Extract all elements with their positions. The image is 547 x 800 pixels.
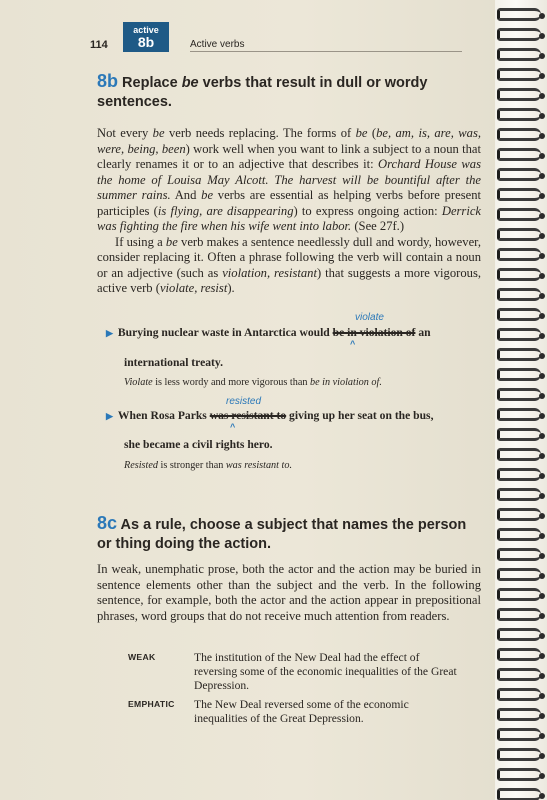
- insert-caret-icon: ^: [230, 422, 236, 432]
- text-run: If using a: [115, 234, 166, 249]
- running-header: [90, 22, 460, 52]
- example-2-struck: was resistant to: [209, 409, 287, 422]
- paragraph-2: [97, 235, 481, 297]
- spiral-coil: [497, 248, 541, 261]
- spiral-coil: [497, 668, 541, 681]
- italic-run: Derrick was fighting the fire when his wife went into labor.: [97, 203, 482, 233]
- text-run: ) that suggests a more vigorous, active verb (: [97, 265, 481, 295]
- text-run: Not every: [97, 126, 153, 140]
- spiral-coil: [497, 48, 541, 61]
- spiral-coil: [497, 588, 541, 601]
- spiral-coil: [497, 88, 541, 101]
- italic-run: Resisted: [124, 460, 158, 471]
- example-2-after: giving up her seat on the bus,: [286, 409, 434, 422]
- insert-caret-icon: ^: [350, 339, 356, 349]
- spiral-coil: [497, 508, 541, 521]
- spiral-coil: [497, 708, 541, 721]
- spiral-coil: [497, 188, 541, 201]
- section-8c-number: 8c: [97, 513, 118, 533]
- spiral-coil: [497, 308, 541, 321]
- italic-run: be: [165, 234, 178, 249]
- italic-run: be: [201, 188, 214, 202]
- section-8b-number: 8b: [97, 71, 119, 91]
- spiral-coil: [497, 28, 541, 41]
- example-1-note: [124, 377, 382, 388]
- italic-run: Orchard House was the home of Louisa May Alcott. The harvest will be bountiful after the summer rains.: [97, 157, 481, 202]
- text-run: ) work well when you want to link a subject to a noun that clearly renames it or to an adjective that describes it:: [97, 141, 481, 171]
- spiral-coil: [497, 168, 541, 181]
- emphatic-text: The New Deal reversed some of the economic inequalities of the Great Depression.: [194, 698, 409, 725]
- text-run: And: [170, 188, 202, 202]
- inserted-word-resisted: resisted: [226, 396, 262, 407]
- italic-run: violation, resistant: [222, 265, 317, 280]
- italic-run: be, am, is, are, was, were, being, been: [97, 126, 481, 156]
- spiral-coil: [497, 128, 541, 141]
- spiral-coil: [497, 368, 541, 381]
- spiral-coil: [497, 388, 541, 401]
- example-1-after: an: [415, 326, 431, 339]
- italic-run: Violate: [124, 377, 153, 388]
- example-2-before: When Rosa Parks: [117, 409, 210, 422]
- section-8b-heading: [97, 72, 477, 112]
- italic-run: be: [355, 126, 368, 140]
- text-run: (: [367, 126, 377, 140]
- example-1-struck: be in violation of: [332, 326, 416, 339]
- spiral-coil: [497, 328, 541, 341]
- example-1: [106, 326, 476, 339]
- spiral-coil: [497, 468, 541, 481]
- section-8b-title-pre: Replace: [122, 75, 182, 91]
- example-1-before: Burying nuclear waste in Antarctica would: [117, 326, 333, 339]
- section-8c-body: [97, 562, 481, 624]
- tab-category: active: [133, 25, 159, 35]
- section-8b-title-italic: be: [181, 75, 199, 91]
- bullet-triangle-icon: ▶: [106, 328, 113, 338]
- spiral-coil: [497, 608, 541, 621]
- tab-section-number: 8b: [137, 34, 155, 50]
- spiral-coil: [497, 648, 541, 661]
- text-run: is less wordy and more vigorous than: [152, 377, 310, 388]
- emphatic-label: EMPHATIC: [128, 699, 175, 709]
- italic-run: was resistant to.: [225, 460, 292, 471]
- spiral-coil: [497, 528, 541, 541]
- spiral-coil: [497, 448, 541, 461]
- spiral-coil: [497, 408, 541, 421]
- section-8c-title: As a rule, choose a subject that names the person or thing doing the action.: [97, 517, 467, 552]
- spiral-coil: [497, 68, 541, 81]
- text-run: (See 27f.): [351, 219, 405, 233]
- text-run: is stronger than: [157, 460, 226, 471]
- spiral-coil: [497, 428, 541, 441]
- spiral-coil: [497, 268, 541, 281]
- spiral-coil: [497, 288, 541, 301]
- weak-label: WEAK: [128, 652, 156, 662]
- text-run: ).: [227, 281, 235, 295]
- text-run: verb needs replacing. The forms of: [164, 126, 356, 140]
- spiral-coil: [497, 788, 541, 800]
- text-run: verbs are essential as helping verbs before present participles (: [97, 188, 481, 218]
- section-8c-heading: [97, 514, 477, 554]
- spiral-coil: [497, 108, 541, 121]
- spiral-coil: [497, 568, 541, 581]
- section-8b-title-post: verbs that result in dull or wordy sentences.: [97, 75, 428, 110]
- example-2-continuation: she became a civil rights hero.: [124, 438, 273, 451]
- section-tab: [123, 22, 169, 52]
- example-2: [106, 409, 476, 422]
- italic-run: violate, resist: [159, 281, 228, 295]
- italic-run: be in violation of.: [310, 377, 382, 388]
- section-8b-body: [97, 126, 481, 297]
- header-rule: [190, 51, 462, 52]
- spiral-coil: [497, 748, 541, 761]
- spiral-coil: [497, 548, 541, 561]
- page-number: 114: [90, 39, 108, 51]
- spiral-coil: [497, 8, 541, 21]
- text-run: ) to express ongoing action:: [293, 203, 442, 218]
- bullet-triangle-icon: ▶: [106, 411, 113, 421]
- running-title: Active verbs: [190, 39, 245, 50]
- spiral-coil: [497, 228, 541, 241]
- inserted-word-violate: violate: [355, 312, 384, 323]
- paragraph-3: In weak, unemphatic prose, both the actor and the action may be buried in sentence elements other than the subject and the verb. In the following sentence, for example, both the actor and the action appear in prepositional phrases, word groups that do not receive much attention from readers.: [97, 562, 481, 623]
- paragraph-1: [97, 126, 481, 235]
- spiral-coil: [497, 768, 541, 781]
- spiral-coil: [497, 208, 541, 221]
- spiral-coil: [497, 488, 541, 501]
- example-1-continuation: international treaty.: [124, 356, 223, 369]
- spiral-coil: [497, 688, 541, 701]
- text-run: verb makes a sentence needlessly dull and wordy, however, consider replacing it. Often a phrase following the verb will contain a noun or an adjective (such as: [97, 234, 481, 280]
- example-2-note: [124, 460, 292, 471]
- spiral-coil: [497, 728, 541, 741]
- weak-text: The institution of the New Deal had the effect of reversing some of the economic inequalities of the Great Depression.: [194, 651, 457, 692]
- italic-run: be: [152, 126, 165, 140]
- italic-run: is flying, are disappearing: [157, 203, 294, 218]
- spiral-coil: [497, 628, 541, 641]
- spiral-coil: [497, 148, 541, 161]
- spiral-binding: [495, 0, 547, 800]
- spiral-coil: [497, 348, 541, 361]
